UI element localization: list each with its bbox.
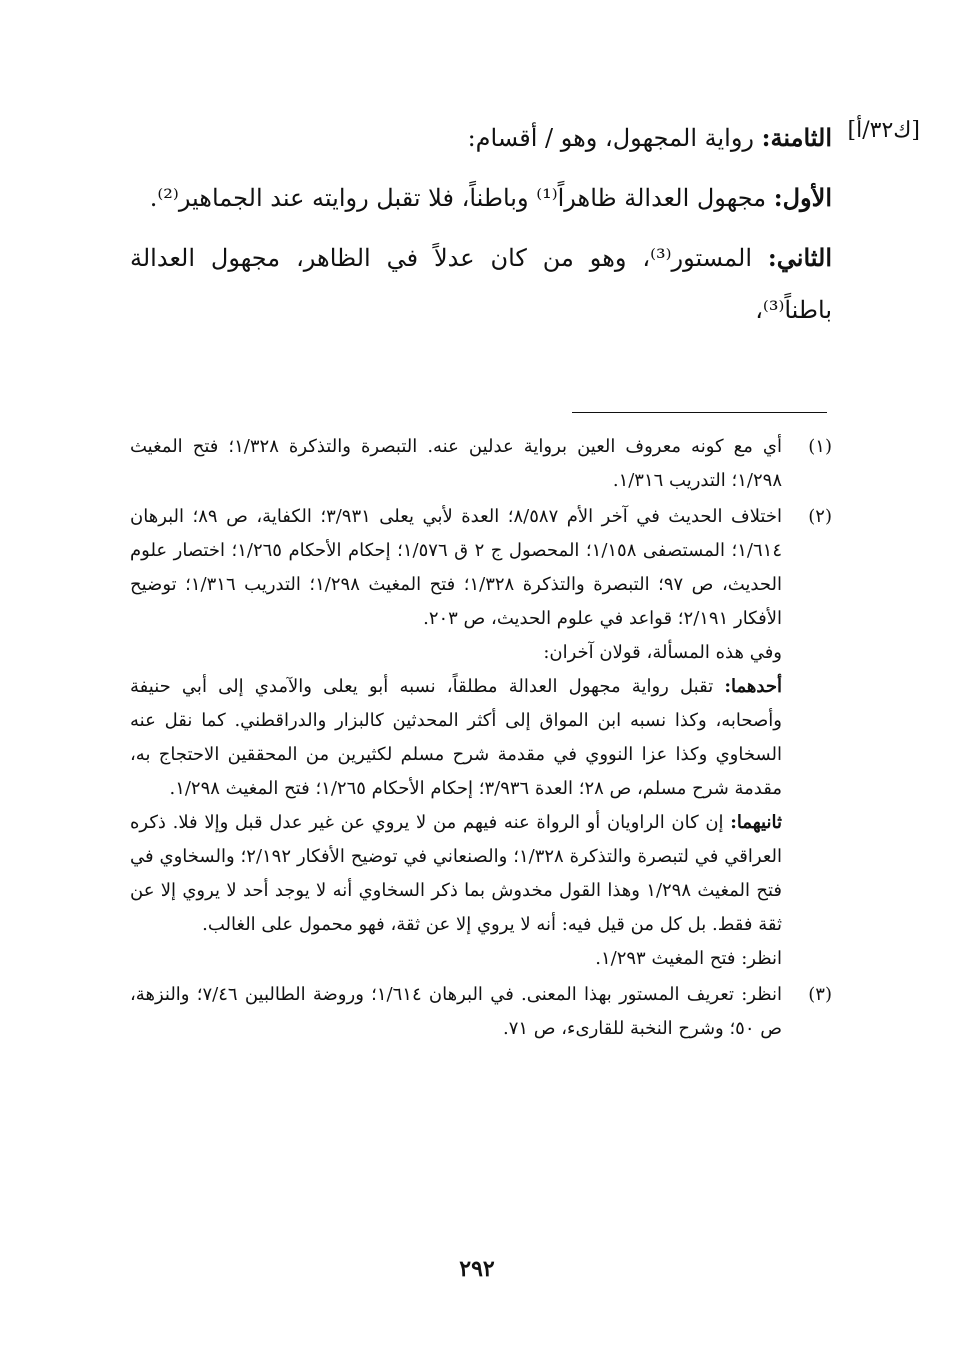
page-number: ٢٩٢ [459,1256,495,1282]
first-opinion-text: تقبل رواية مجهول العدالة مطلقاً، نسبه أبو يعلى والآمدي إلى أبي حنيفة وأصحابه، وكذا نسبه ابن المواق إلى أكثر المحدثين كالبزار والدراقطني. كما نقل عنه السخاوي وكذا عزا النووي في مقدمة شرح مسلم لكثيرين من المحققين الاحتجاج به، مقدمة شرح مسلم، ص ٢٨؛ العدة ٣/٩٣٦؛ إحكام الأحكام ١/٢٦٥؛ فتح المغيث ١/٢٩٨. [130,676,782,799]
main-text [130,112,832,344]
heading-eighth: الثامنة: [761,123,832,152]
paragraph-eighth [130,112,832,164]
second-opinion-text: إن كان الراويان أو الرواة عنه فيهم من لا يروي عن غير عدل قبل وإلا فلا. ذكره العراقي في لتبصرة والتذكرة ١/٣٢٨؛ والصنعاني في توضيح الأفكار ٢/١٩٢؛ والسخاوي في فتح المغيث ١/٢٩٨ وهذا القول مخدوش بما ذكر السخاوي أنه لا يوجد أحد لا يروي إلا عن ثقة فقط. بل كل من قيل فيه: أنه لا يروي إلا عن ثقة، فهو محمول على الغالب. [130,812,782,935]
footnotes [130,430,832,1048]
paragraph-first [130,172,832,224]
manuscript-folio-marker: [ك٣٢/أ] [847,118,920,143]
second-opinion-label: ثانيهما: [730,812,782,833]
first-opinion-label: أحدهما: [724,676,782,697]
paragraph-second [130,232,832,336]
paragraph-eighth-text: رواية المجهول، وهو / أقسام: [467,124,762,152]
paragraph-first-text: مجهول العدالة ظاهراً⁽¹⁾ وباطناً، فلا تقبل روايته عند الجماهير⁽²⁾. [149,184,774,212]
footnote-1-text: أي مع كونه معروف العين برواية عدلين عنه. التبصرة والتذكرة ١/٣٢٨؛ فتح المغيث ١/٢٩٨؛ التدريب ١/٣١٦. [130,436,782,491]
footnote-2-first-opinion [130,670,782,806]
heading-first: الأول: [773,183,832,212]
footnote-3-text: انظر: تعريف المستور بهذا المعنى. في البرهان ١/٦١٤؛ وروضة الطالبين ٧/٤٦؛ والنزهة، ص ٥٠؛ وشرح النخبة للقارىء، ص ٧١. [130,984,783,1039]
footnote-2-number: (٢) [808,506,832,527]
footnote-2-see-also: انظر: فتح المغيث ١/٢٩٣. [595,948,782,969]
footnote-3 [130,978,832,1046]
heading-second: الثاني: [767,243,832,272]
footnote-2-text: اختلاف الحديث في آخر الأم ٨/٥٨٧؛ العدة لأبي يعلى ٣/٩٣١؛ الكفاية، ص ٨٩؛ البرهان ١/٦١٤؛ المستصفى ١/١٥٨؛ المحصول ج ٢ ق ١/٥٧٦؛ إحكام الأحكام ١/٢٦٥؛ اختصار علوم الحديث، ص ٩٧؛ التبصرة والتذكرة ١/٣٢٨؛ فتح المغيث ١/٢٩٨؛ التدريب ١/٣١٦؛ توضيح الأفكار ٢/١٩١؛ قواعد في علوم الحديث، ص ٢٠٣. [130,506,782,629]
footnote-1-number: (١) [808,436,832,457]
footnote-2 [130,500,832,976]
footnote-1 [130,430,832,498]
footnote-3-number: (٣) [808,984,832,1005]
paragraph-second-text: المستور⁽³⁾، وهو من كان عدلاً في الظاهر، مجهول العدالة باطناً⁽³⁾، [130,244,832,324]
footnote-2-second-opinion [130,806,782,942]
footnote-separator [572,412,827,413]
footnote-2-intro: وفي هذه المسألة، قولان آخران: [543,642,782,663]
